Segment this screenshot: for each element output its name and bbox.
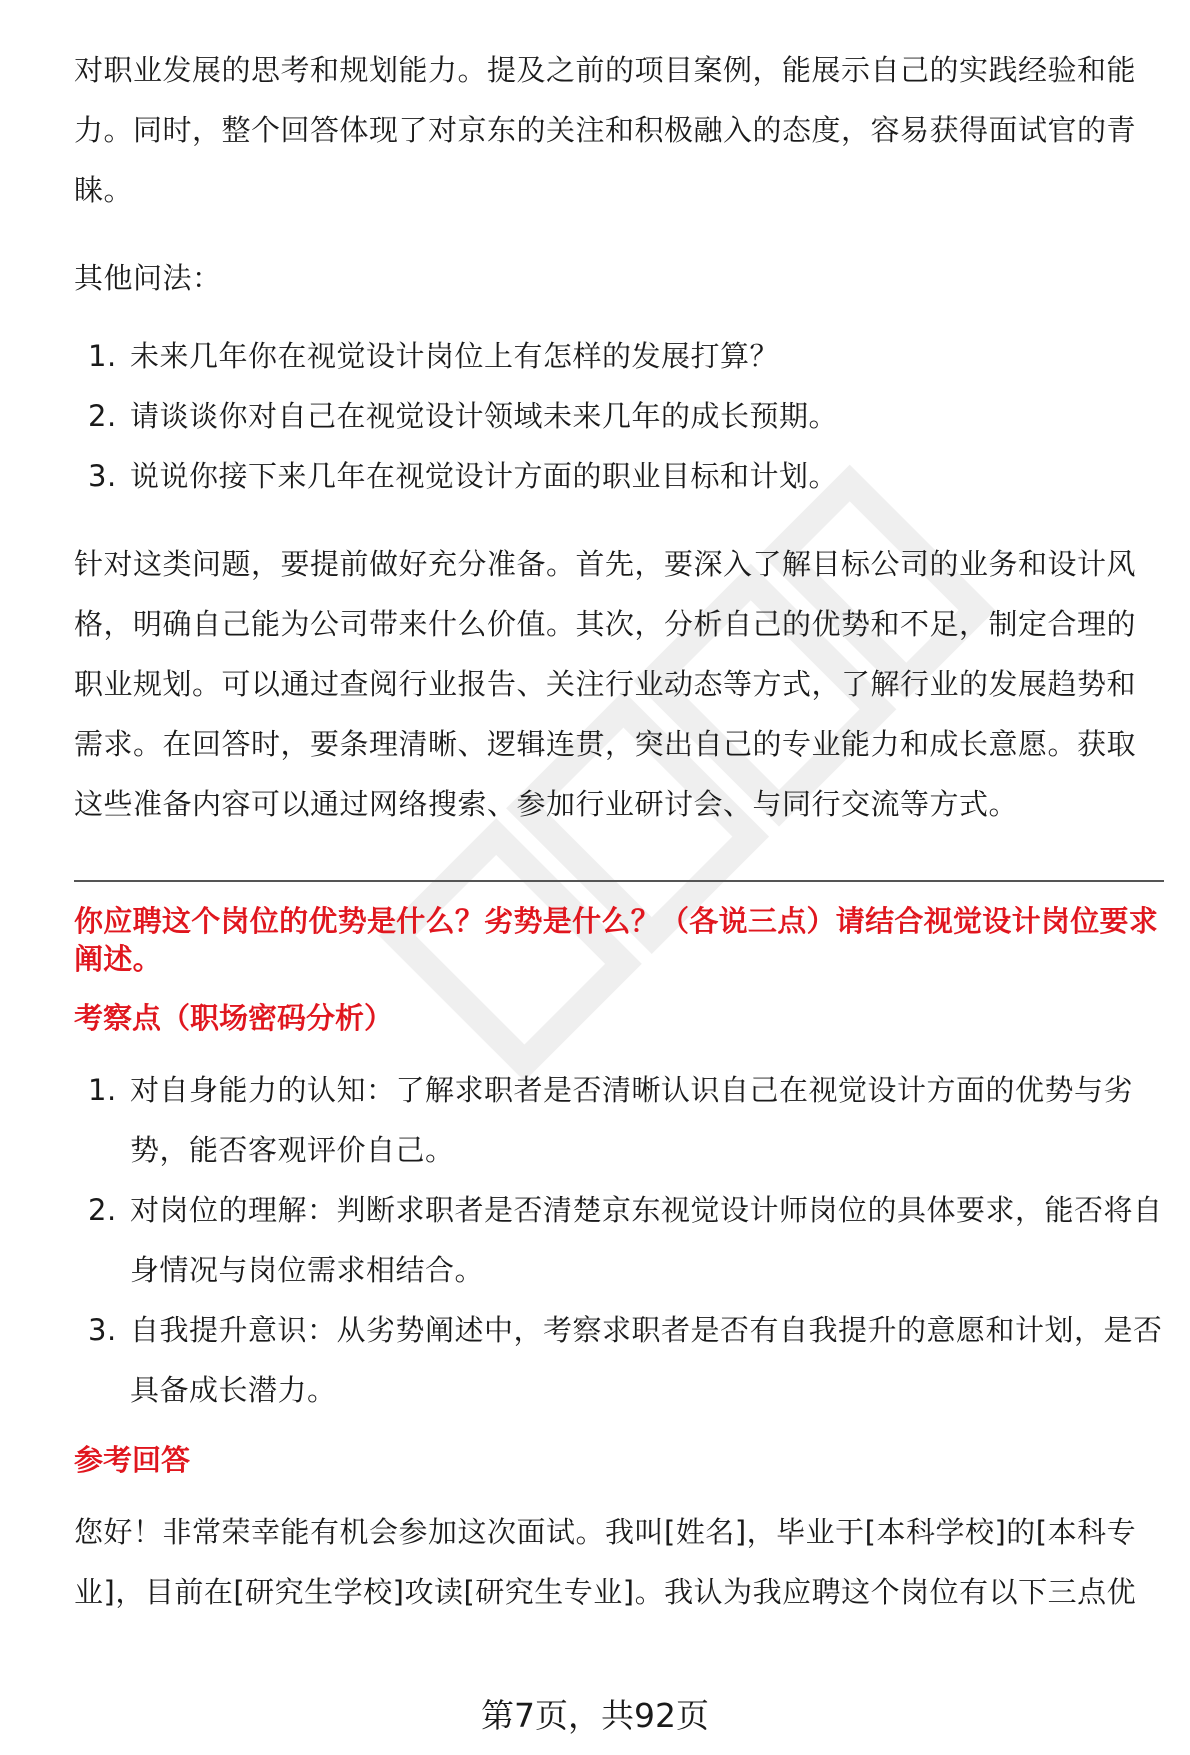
list-item-number: 1. [88,339,117,373]
advice-paragraph: 针对这类问题，要提前做好充分准备。首先，要深入了解目标公司的业务和设计风格，明确自己能为公司带来什么价值。其次，分析自己的优势和不足，制定合理的职业规划。可以通过查阅行业报告、关注行业动态等方式，了解行业的发展趋势和需求。在回答时，要条理清晰、逻辑连贯，突出自己的专业能力和成长意愿。获取这些准备内容可以通过网络搜索、参加行业研讨会、与同行交流等方式。 [74,547,1137,821]
list-item [74,1300,1164,1420]
list-item [74,326,1164,386]
analysis-heading: 考察点（职场密码分析） [74,1001,394,1035]
list-item-text: 对自身能力的认知：了解求职者是否清晰认识自己在视觉设计方面的优势与劣势，能否客观评价自己。 [130,1073,1134,1167]
list-item [74,386,1164,446]
list-item-text: 未来几年你在视觉设计岗位上有怎样的发展打算？ [130,339,780,373]
list-item [74,446,1164,506]
intro-paragraph: 对职业发展的思考和规划能力。提及之前的项目案例，能展示自己的实践经验和能力。同时，整个回答体现了对京东的关注和积极融入的态度，容易获得面试官的青睐。 [74,53,1137,207]
document-page [74,40,1164,1622]
list-item-text: 自我提升意识：从劣势阐述中，考察求职者是否有自我提升的意愿和计划，是否具备成长潜力。 [130,1313,1163,1407]
list-item-text: 说说你接下来几年在视觉设计方面的职业目标和计划。 [130,459,839,493]
list-item-number: 3. [88,459,117,493]
list-item-number: 3. [88,1313,117,1347]
list-item-number: 2. [88,1193,117,1227]
reference-paragraph: 您好！非常荣幸能有机会参加这次面试。我叫[姓名]，毕业于[本科学校]的[本科专业]，目前在[研究生学校]攻读[研究生专业]。我认为我应聘这个岗位有以下三点优 [74,1515,1137,1609]
page-footer: 第7页，共92页 [481,1696,709,1735]
other-questions-list [74,326,1164,506]
list-item-text: 请谈谈你对自己在视觉设计领域未来几年的成长预期。 [130,399,839,433]
question-heading: 你应聘这个岗位的优势是什么？劣势是什么？（各说三点）请结合视觉设计岗位要求阐述。 [74,904,1159,976]
list-item-number: 2. [88,399,117,433]
list-item [74,1180,1164,1300]
analysis-points-list [74,1060,1164,1420]
list-item-number: 1. [88,1073,117,1107]
other-questions-label: 其他问法： [74,261,222,295]
reference-heading: 参考回答 [74,1443,191,1477]
section-divider [74,880,1164,882]
list-item-text: 对岗位的理解：判断求职者是否清楚京东视觉设计师岗位的具体要求，能否将自身情况与岗位需求相结合。 [130,1193,1163,1287]
list-item [74,1060,1164,1180]
